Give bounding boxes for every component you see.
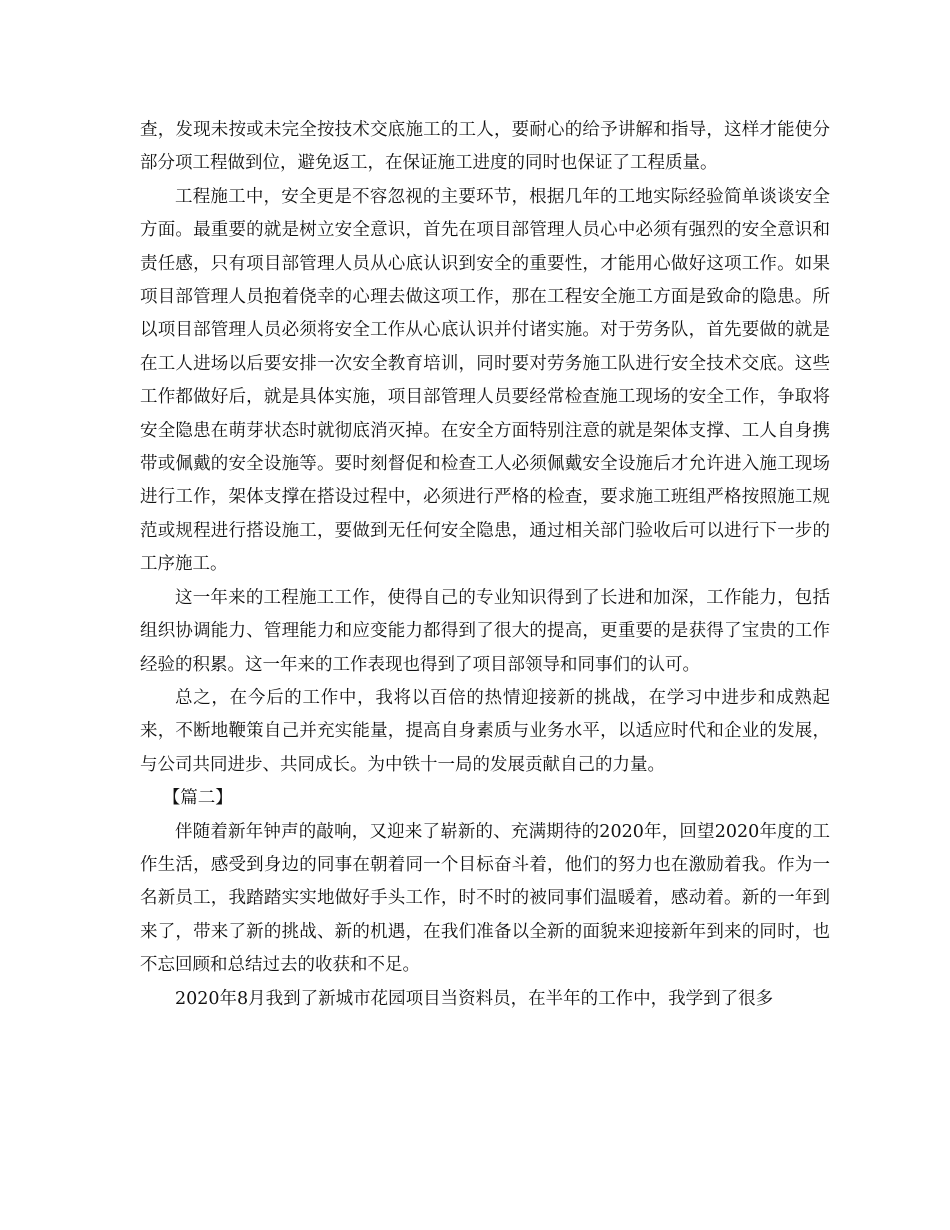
paragraph-growth: 这一年来的工程施工工作，使得自己的专业知识得到了长进和加深，工作能力，包括组织协调能力、管理能力和应变能力都得到了很大的提高，更重要的是获得了宝贵的工作经验的积累。这一年来的工作表现也得到了项目部领导和同事们的认可。 <box>140 587 830 675</box>
paragraph-new-year: 伴随着新年钟声的敲响，又迎来了崭新的、充满期待的2020年，回望2020年度的工作生活，感受到身边的同事在朝着同一个目标奋斗着，他们的努力也在激励着我。作为一名新员工，我踏踏实实地做好手头工作，时不时的被同事们温暖着，感动着。新的一年到来了，带来了新的挑战、新的机遇，在我们准备以全新的面貌来迎接新年到来的同时，也不忘回顾和总结过去的收获和不足。 <box>140 821 830 976</box>
paragraph-job-start: 2020年8月我到了新城市花园项目当资料员，在半年的工作中，我学到了很多 <box>175 988 774 1009</box>
paragraph-continued: 查，发现未按或未完全按技术交底施工的工人，要耐心的给予讲解和指导，这样才能使分部分项工程做到位，避免返工，在保证施工进度的同时也保证了工程质量。 <box>140 120 830 174</box>
paragraph-safety: 工程施工中，安全更是不容忽视的主要环节，根据几年的工地实际经验简单谈谈安全方面。最重要的就是树立安全意识，首先在项目部管理人员心中必须有强烈的安全意识和责任感，只有项目部管理人员从心底认识到安全的重要性，才能用心做好这项工作。如果项目部管理人员抱着侥幸的心理去做这项工作，那在工程安全施工方面是致命的隐患。所以项目部管理人员必须将安全工作从心底认识并付诸实施。对于劳务队，首先要做的就是在工人进场以后要安排一次安全教育培训，同时要对劳务施工队进行安全技术交底。这些工作都做好后，就是具体实施，项目部管理人员要经常检查施工现场的安全工作，争取将安全隐患在萌芽状态时就彻底消灭掉。在安全方面特别注意的就是架体支撑、工人自身携带或佩戴的安全设施等。要时刻督促和检查工人必须佩戴安全设施后才允许进入施工现场进行工作，架体支撑在搭设过程中，必须进行严格的检查，要求施工班组严格按照施工规范或规程进行搭设施工，要做到无任何安全隐患，通过相关部门验收后可以进行下一步的工序施工。 <box>140 186 830 575</box>
paragraph-conclusion: 总之，在今后的工作中，我将以百倍的热情迎接新的挑战，在学习中进步和成熟起来，不断地鞭策自己并充实能量，提高自身素质与业务水平，以适应时代和企业的发展，与公司共同进步、共同成长。为中铁十一局的发展贡献自己的力量。 <box>140 687 830 775</box>
document-body <box>140 114 830 1016</box>
section-heading: 【篇二】 <box>162 788 233 809</box>
